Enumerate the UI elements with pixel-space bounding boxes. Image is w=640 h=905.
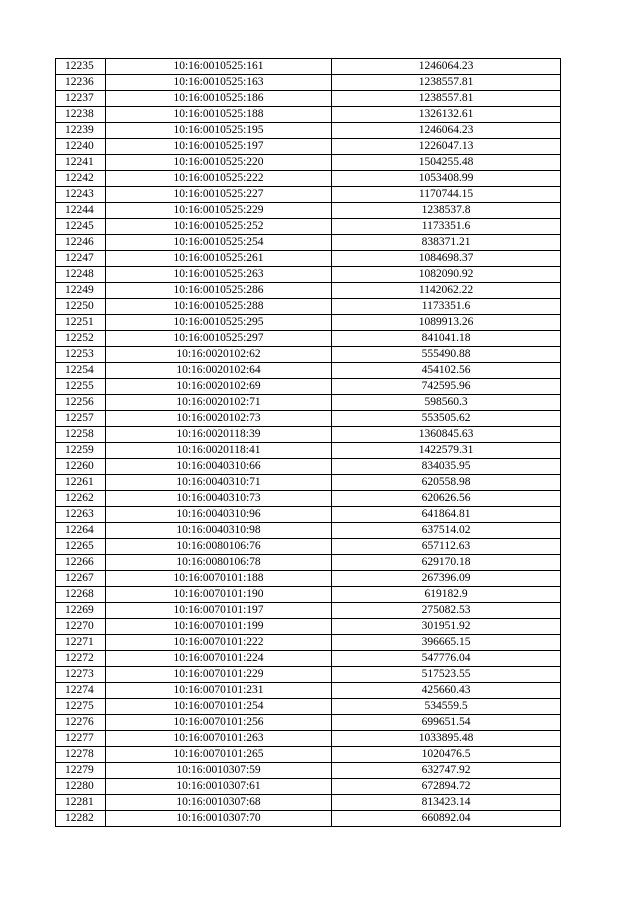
cadastral-number-cell: 10:16:0070101:254 — [106, 699, 332, 715]
cadastral-number-cell: 10:16:0020102:62 — [106, 347, 332, 363]
row-number-cell: 12260 — [56, 459, 106, 475]
table-row — [56, 683, 561, 699]
cadastral-number-cell: 10:16:0020102:64 — [106, 363, 332, 379]
value-cell: 1238557.81 — [332, 91, 561, 107]
row-number-cell: 12237 — [56, 91, 106, 107]
cadastral-number-cell: 10:16:0010307:68 — [106, 795, 332, 811]
table-row — [56, 315, 561, 331]
row-number-cell: 12245 — [56, 219, 106, 235]
cadastral-number-cell: 10:16:0070101:222 — [106, 635, 332, 651]
value-cell: 1082090.92 — [332, 267, 561, 283]
table-row — [56, 491, 561, 507]
value-cell: 841041.18 — [332, 331, 561, 347]
table-row — [56, 651, 561, 667]
cadastral-number-cell: 10:16:0020102:73 — [106, 411, 332, 427]
row-number-cell: 12235 — [56, 59, 106, 75]
cadastral-number-cell: 10:16:0010525:197 — [106, 139, 332, 155]
value-cell: 629170.18 — [332, 555, 561, 571]
row-number-cell: 12266 — [56, 555, 106, 571]
value-cell: 620626.56 — [332, 491, 561, 507]
value-cell: 660892.04 — [332, 811, 561, 827]
row-number-cell: 12279 — [56, 763, 106, 779]
value-cell: 301951.92 — [332, 619, 561, 635]
cadastral-number-cell: 10:16:0010525:286 — [106, 283, 332, 299]
row-number-cell: 12267 — [56, 571, 106, 587]
cadastral-number-cell: 10:16:0040310:98 — [106, 523, 332, 539]
row-number-cell: 12253 — [56, 347, 106, 363]
row-number-cell: 12278 — [56, 747, 106, 763]
table-row — [56, 283, 561, 299]
table-row — [56, 619, 561, 635]
cadastral-number-cell: 10:16:0070101:224 — [106, 651, 332, 667]
cadastral-number-cell: 10:16:0070101:231 — [106, 683, 332, 699]
value-cell: 1326132.61 — [332, 107, 561, 123]
value-cell: 657112.63 — [332, 539, 561, 555]
table-row — [56, 59, 561, 75]
value-cell: 1142062.22 — [332, 283, 561, 299]
table-row — [56, 123, 561, 139]
row-number-cell: 12270 — [56, 619, 106, 635]
row-number-cell: 12264 — [56, 523, 106, 539]
value-cell: 267396.09 — [332, 571, 561, 587]
row-number-cell: 12280 — [56, 779, 106, 795]
table-row — [56, 747, 561, 763]
row-number-cell: 12258 — [56, 427, 106, 443]
value-cell: 1504255.48 — [332, 155, 561, 171]
cadastral-number-cell: 10:16:0010525:254 — [106, 235, 332, 251]
cadastral-number-cell: 10:16:0010525:220 — [106, 155, 332, 171]
value-cell: 547776.04 — [332, 651, 561, 667]
cadastral-number-cell: 10:16:0070101:229 — [106, 667, 332, 683]
table-row — [56, 251, 561, 267]
table-row — [56, 299, 561, 315]
value-cell: 1246064.23 — [332, 59, 561, 75]
row-number-cell: 12281 — [56, 795, 106, 811]
table-row — [56, 667, 561, 683]
value-cell: 632747.92 — [332, 763, 561, 779]
cadastral-number-cell: 10:16:0010525:263 — [106, 267, 332, 283]
cadastral-number-cell: 10:16:0070101:263 — [106, 731, 332, 747]
cadastral-number-cell: 10:16:0010525:195 — [106, 123, 332, 139]
row-number-cell: 12273 — [56, 667, 106, 683]
table-row — [56, 715, 561, 731]
cadastral-number-cell: 10:16:0080106:78 — [106, 555, 332, 571]
table-row — [56, 571, 561, 587]
row-number-cell: 12243 — [56, 187, 106, 203]
value-cell: 1170744.15 — [332, 187, 561, 203]
row-number-cell: 12269 — [56, 603, 106, 619]
row-number-cell: 12236 — [56, 75, 106, 91]
value-cell: 425660.43 — [332, 683, 561, 699]
data-table — [55, 58, 561, 827]
value-cell: 1422579.31 — [332, 443, 561, 459]
cadastral-number-cell: 10:16:0010525:186 — [106, 91, 332, 107]
row-number-cell: 12259 — [56, 443, 106, 459]
cadastral-number-cell: 10:16:0040310:71 — [106, 475, 332, 491]
table-row — [56, 331, 561, 347]
table-row — [56, 587, 561, 603]
table-row — [56, 523, 561, 539]
cadastral-number-cell: 10:16:0020118:41 — [106, 443, 332, 459]
value-cell: 534559.5 — [332, 699, 561, 715]
value-cell: 396665.15 — [332, 635, 561, 651]
cadastral-number-cell: 10:16:0040310:73 — [106, 491, 332, 507]
cadastral-number-cell: 10:16:0070101:256 — [106, 715, 332, 731]
row-number-cell: 12276 — [56, 715, 106, 731]
value-cell: 641864.81 — [332, 507, 561, 523]
table-row — [56, 219, 561, 235]
cadastral-number-cell: 10:16:0020118:39 — [106, 427, 332, 443]
cadastral-number-cell: 10:16:0010525:229 — [106, 203, 332, 219]
value-cell: 553505.62 — [332, 411, 561, 427]
cadastral-number-cell: 10:16:0010525:252 — [106, 219, 332, 235]
cadastral-number-cell: 10:16:0020102:69 — [106, 379, 332, 395]
value-cell: 454102.56 — [332, 363, 561, 379]
value-cell: 275082.53 — [332, 603, 561, 619]
value-cell: 1238537.8 — [332, 203, 561, 219]
table-row — [56, 603, 561, 619]
cadastral-number-cell: 10:16:0010525:288 — [106, 299, 332, 315]
value-cell: 598560.3 — [332, 395, 561, 411]
table-row — [56, 779, 561, 795]
cadastral-number-cell: 10:16:0010525:161 — [106, 59, 332, 75]
cadastral-number-cell: 10:16:0010525:227 — [106, 187, 332, 203]
cadastral-number-cell: 10:16:0010525:261 — [106, 251, 332, 267]
row-number-cell: 12239 — [56, 123, 106, 139]
row-number-cell: 12282 — [56, 811, 106, 827]
cadastral-number-cell: 10:16:0070101:190 — [106, 587, 332, 603]
row-number-cell: 12257 — [56, 411, 106, 427]
row-number-cell: 12255 — [56, 379, 106, 395]
table-row — [56, 763, 561, 779]
table-row — [56, 635, 561, 651]
row-number-cell: 12268 — [56, 587, 106, 603]
table-row — [56, 379, 561, 395]
value-cell: 619182.9 — [332, 587, 561, 603]
row-number-cell: 12256 — [56, 395, 106, 411]
value-cell: 672894.72 — [332, 779, 561, 795]
table-row — [56, 539, 561, 555]
value-cell: 1246064.23 — [332, 123, 561, 139]
cadastral-number-cell: 10:16:0070101:188 — [106, 571, 332, 587]
row-number-cell: 12251 — [56, 315, 106, 331]
row-number-cell: 12240 — [56, 139, 106, 155]
row-number-cell: 12252 — [56, 331, 106, 347]
cadastral-number-cell: 10:16:0010525:295 — [106, 315, 332, 331]
table-row — [56, 699, 561, 715]
table-row — [56, 347, 561, 363]
cadastral-number-cell: 10:16:0010525:297 — [106, 331, 332, 347]
row-number-cell: 12265 — [56, 539, 106, 555]
row-number-cell: 12254 — [56, 363, 106, 379]
cadastral-number-cell: 10:16:0010307:70 — [106, 811, 332, 827]
row-number-cell: 12261 — [56, 475, 106, 491]
table-row — [56, 363, 561, 379]
row-number-cell: 12249 — [56, 283, 106, 299]
row-number-cell: 12248 — [56, 267, 106, 283]
row-number-cell: 12241 — [56, 155, 106, 171]
table-row — [56, 203, 561, 219]
table-row — [56, 555, 561, 571]
row-number-cell: 12246 — [56, 235, 106, 251]
cadastral-number-cell: 10:16:0070101:265 — [106, 747, 332, 763]
value-cell: 834035.95 — [332, 459, 561, 475]
table-row — [56, 795, 561, 811]
row-number-cell: 12247 — [56, 251, 106, 267]
value-cell: 742595.96 — [332, 379, 561, 395]
value-cell: 620558.98 — [332, 475, 561, 491]
table-row — [56, 187, 561, 203]
table-row — [56, 507, 561, 523]
row-number-cell: 12250 — [56, 299, 106, 315]
cadastral-number-cell: 10:16:0070101:197 — [106, 603, 332, 619]
table-row — [56, 267, 561, 283]
table-row — [56, 811, 561, 827]
row-number-cell: 12274 — [56, 683, 106, 699]
value-cell: 1360845.63 — [332, 427, 561, 443]
value-cell: 1173351.6 — [332, 299, 561, 315]
table-body — [56, 59, 561, 827]
table-row — [56, 459, 561, 475]
value-cell: 1084698.37 — [332, 251, 561, 267]
row-number-cell: 12272 — [56, 651, 106, 667]
table-row — [56, 139, 561, 155]
table-row — [56, 171, 561, 187]
value-cell: 1173351.6 — [332, 219, 561, 235]
value-cell: 1089913.26 — [332, 315, 561, 331]
table-row — [56, 475, 561, 491]
table-row — [56, 411, 561, 427]
value-cell: 838371.21 — [332, 235, 561, 251]
cadastral-number-cell: 10:16:0010525:222 — [106, 171, 332, 187]
cadastral-number-cell: 10:16:0010525:163 — [106, 75, 332, 91]
row-number-cell: 12275 — [56, 699, 106, 715]
value-cell: 1020476.5 — [332, 747, 561, 763]
cadastral-number-cell: 10:16:0020102:71 — [106, 395, 332, 411]
cadastral-number-cell: 10:16:0010307:59 — [106, 763, 332, 779]
value-cell: 1238557.81 — [332, 75, 561, 91]
row-number-cell: 12262 — [56, 491, 106, 507]
value-cell: 555490.88 — [332, 347, 561, 363]
value-cell: 699651.54 — [332, 715, 561, 731]
row-number-cell: 12271 — [56, 635, 106, 651]
value-cell: 1053408.99 — [332, 171, 561, 187]
row-number-cell: 12244 — [56, 203, 106, 219]
table-row — [56, 75, 561, 91]
table-row — [56, 235, 561, 251]
value-cell: 813423.14 — [332, 795, 561, 811]
value-cell: 1226047.13 — [332, 139, 561, 155]
table-row — [56, 395, 561, 411]
cadastral-number-cell: 10:16:0010307:61 — [106, 779, 332, 795]
table-row — [56, 443, 561, 459]
table-row — [56, 155, 561, 171]
row-number-cell: 12263 — [56, 507, 106, 523]
cadastral-number-cell: 10:16:0080106:76 — [106, 539, 332, 555]
table-row — [56, 427, 561, 443]
table-row — [56, 91, 561, 107]
value-cell: 517523.55 — [332, 667, 561, 683]
cadastral-number-cell: 10:16:0070101:199 — [106, 619, 332, 635]
row-number-cell: 12242 — [56, 171, 106, 187]
cadastral-number-cell: 10:16:0040310:96 — [106, 507, 332, 523]
cadastral-number-cell: 10:16:0010525:188 — [106, 107, 332, 123]
value-cell: 637514.02 — [332, 523, 561, 539]
row-number-cell: 12277 — [56, 731, 106, 747]
table-row — [56, 731, 561, 747]
row-number-cell: 12238 — [56, 107, 106, 123]
cadastral-number-cell: 10:16:0040310:66 — [106, 459, 332, 475]
table-row — [56, 107, 561, 123]
value-cell: 1033895.48 — [332, 731, 561, 747]
